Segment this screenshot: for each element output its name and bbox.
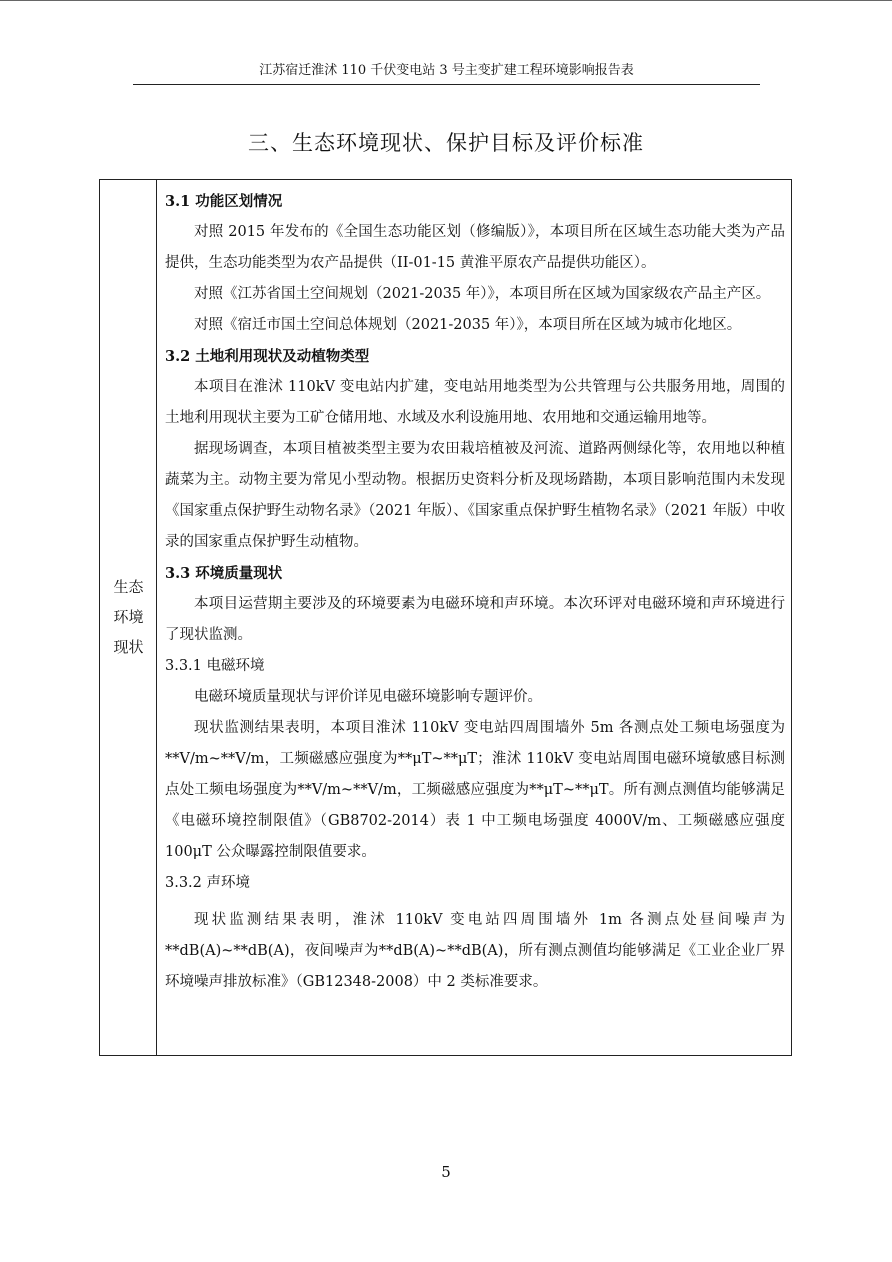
paragraph-3-3-a: 本项目运营期主要涉及的环境要素为电磁环境和声环境。本次环评对电磁环境和声环境进行了现状监测。 [165,596,785,643]
paragraph-3-1-b: 对照《江苏省国土空间规划（2021-2035 年）》，本项目所在区域为国家级农产品主产区。 [194,286,771,302]
heading-3-3-2: 3.3.2 声环境 [165,875,251,891]
paragraph-3-2-a: 本项目在淮沭 110kV 变电站内扩建，变电站用地类型为公共管理与公共服务用地，周围的土地利用现状主要为工矿仓储用地、水域及水利设施用地、农用地和交通运输用地等。 [165,379,785,426]
paragraph-3-3-1-b: 现状监测结果表明，本项目淮沭 110kV 变电站四周围墙外 5m 各测点处工频电场强度为**V/m~**V/m，工频磁感应强度为**μT~**μT；淮沭 110kV 变电站周围电磁环境敏感目标测点处工频电场强度为**V/m~**V/m，工频磁感应强度为**μT~**μT。所有测点测值均能够满足《电磁环境控制限值》（GB8702-2014）表 1 中工频电场强度 4000V/m、工频磁感应强度 100μT 公众曝露控制限值要求。 [165,720,785,860]
heading-3-1: 3.1 功能区划情况 [165,193,283,210]
paragraph-3-3-2-a: 现状监测结果表明，淮沭 110kV 变电站四周围墙外 1m 各测点处昼间噪声为**dB(A)~**dB(A)，夜间噪声为**dB(A)~**dB(A)，所有测点测值均能够满足《工业企业厂界环境噪声排放标准》（GB12348-2008）中 2 类标准要求。 [165,912,785,990]
heading-3-2: 3.2 土地利用现状及动植物类型 [165,348,370,365]
left-label-line-1: 生态 [113,578,144,596]
left-label-line-3: 现状 [113,638,144,656]
left-label-line-2: 环境 [113,608,144,626]
paragraph-3-1-c: 对照《宿迁市国土空间总体规划（2021-2035 年）》，本项目所在区域为城市化地区。 [194,317,742,333]
content-cell [165,186,785,998]
section-title: 三、生态环境现状、保护目标及评价标准 [248,131,644,155]
left-label-cell [100,180,157,1055]
heading-3-3: 3.3 环境质量现状 [165,565,283,582]
paragraph-3-2-b: 据现场调查，本项目植被类型主要为农田栽培植被及河流、道路两侧绿化等，农用地以种植蔬菜为主。动物主要为常见小型动物。根据历史资料分析及现场踏勘，本项目影响范围内未发现《国家重点保护野生动物名录》（2021 年版）、《国家重点保护野生植物名录》（2021 年版）中收录的国家重点保护野生动植物。 [165,441,785,550]
left-label [100,572,157,662]
paragraph-3-3-1-a: 电磁环境质量现状与评价详见电磁环境影响专题评价。 [194,689,542,705]
content-table [99,179,792,1056]
paragraph-3-1-a: 对照 2015 年发布的《全国生态功能区划（修编版）》，本项目所在区域生态功能大类为产品提供，生态功能类型为农产品提供（II-01-15 黄淮平原农产品提供功能区）。 [165,224,785,271]
page-top-border [0,0,892,1]
page-number: 5 [441,1163,451,1181]
running-header: 江苏宿迁淮沭 110 千伏变电站 3 号主变扩建工程环境影响报告表 [133,62,760,85]
heading-3-3-1: 3.3.1 电磁环境 [165,658,265,674]
